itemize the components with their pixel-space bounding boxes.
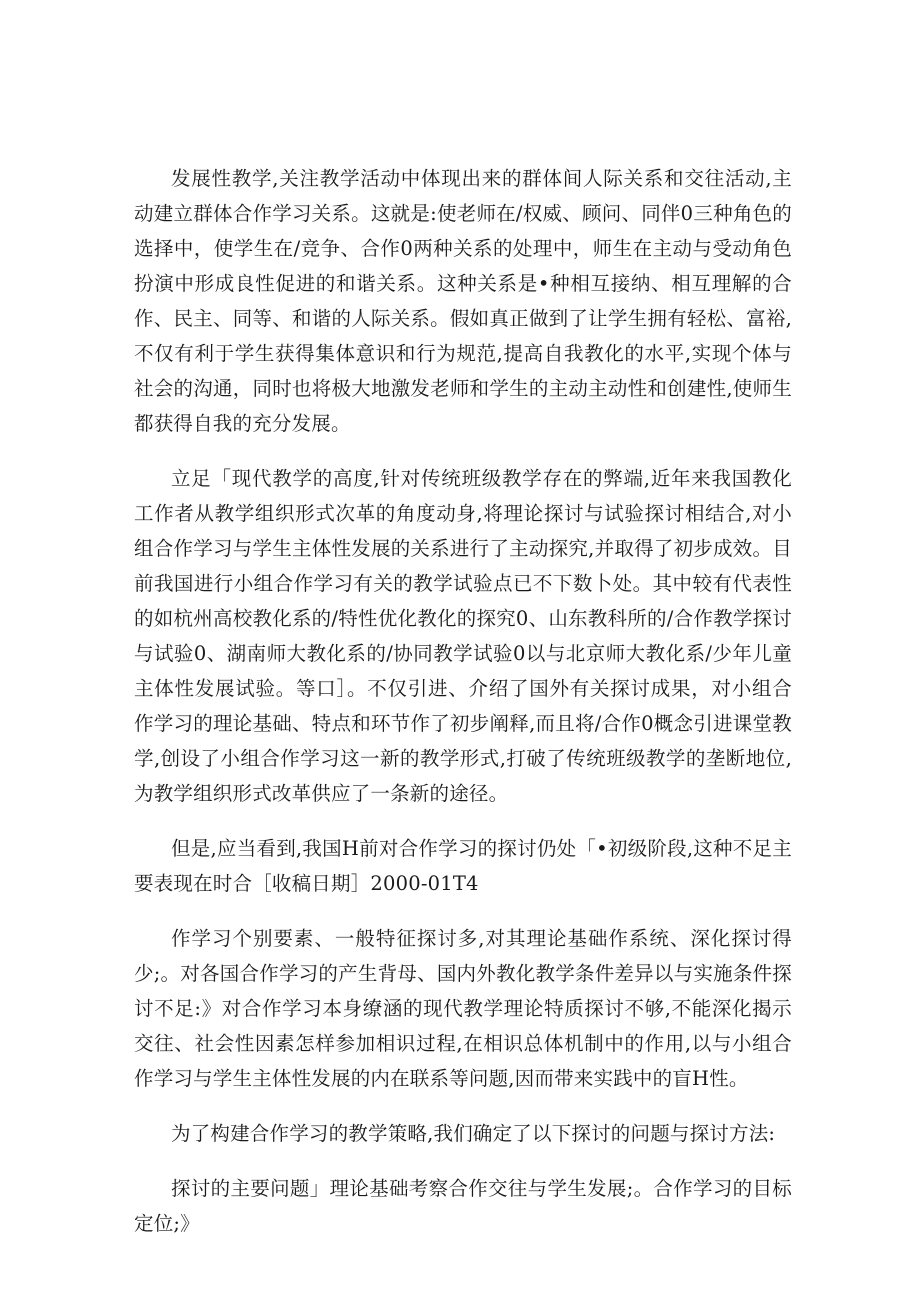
paragraph-developmental-teaching: 发展性教学,关注教学活动中体现出来的群体间人际关系和交往活动,主动建立群体合作学习关系。这就是:使老师在/权威、顾问、同伴0三种角色的选择中，使学生在/竞争、合作0两种关系的处理中，师生在主动与受动角色扮演中形成良性促进的和谐关系。这种关系是•种相互接纳、相互理解的合作、民主、同等、和谐的人际关系。假如真正做到了让学生拥有轻松、富裕,不仅有利于学生获得集体意识和行为规范,提高自我教化的水平,实现个体与社会的沟通，同时也将极大地激发老师和学生的主动主动性和创建性,使师生都获得自我的充分发展。 — [134, 167, 792, 435]
paragraph-main-questions: 探讨的主要问题」理论基础考察合作交往与学生发展;。合作学习的目标定位;》 — [134, 1177, 792, 1235]
paragraph-research-shortcomings: 作学习个别要素、一般特征探讨多,对其理论基础作系统、深化探讨得少;。对各国合作学习的产生背母、国内外教化教学条件差异以与实施条件探讨不足:》对合作学习本身缭涵的现代教学理论特质探讨不够,不能深化揭示交往、社会性因素怎样参加相识过程,在相识总体机制中的作用,以与小组合作学习与学生主体性发展的内在联系等问题,因而带来实践中的盲H性。 — [134, 927, 792, 1090]
paragraph-research-status: 但是,应当看到,我国H前对合作学习的探讨仍处「•初级阶段,这种不足主要表现在时合［收稿日期］2000-01T4 — [134, 837, 792, 895]
paragraph-strategy-intro: 为了构建合作学习的教学策略,我们确定了以下探讨的问题与探讨方法: — [171, 1122, 776, 1145]
paragraph-research-background: 立足「现代教学的高度,针对传统班级教学存在的弊端,近年来我国教化工作者从教学组织形式次革的角度动身,将理论探讨与试验探讨相结合,对小组合作学习与学生主体性发展的关系进行了主动探究,并取得了初步成效。目前我国进行小组合作学习有关的教学试验点已不下数卜处。其中较有代表性的如杭州高校教化系的/特性优化教化的探究0、山东教科所的/合作教学探讨与试验0、湖南师大教化系的/协同教学试验0以与北京师大教化系/少年儿童主体性发展试验。等口］。不仅引进、介绍了国外有关探讨成果，对小组合作学习的理论基础、特点和环节作了初步阐释,而且将/合作0概念引进课堂教学,创设了小组合作学习这一新的教学形式,打破了传统班级教学的垄断地位,为教学组织形式改革供应了一条新的途径。 — [134, 467, 792, 805]
